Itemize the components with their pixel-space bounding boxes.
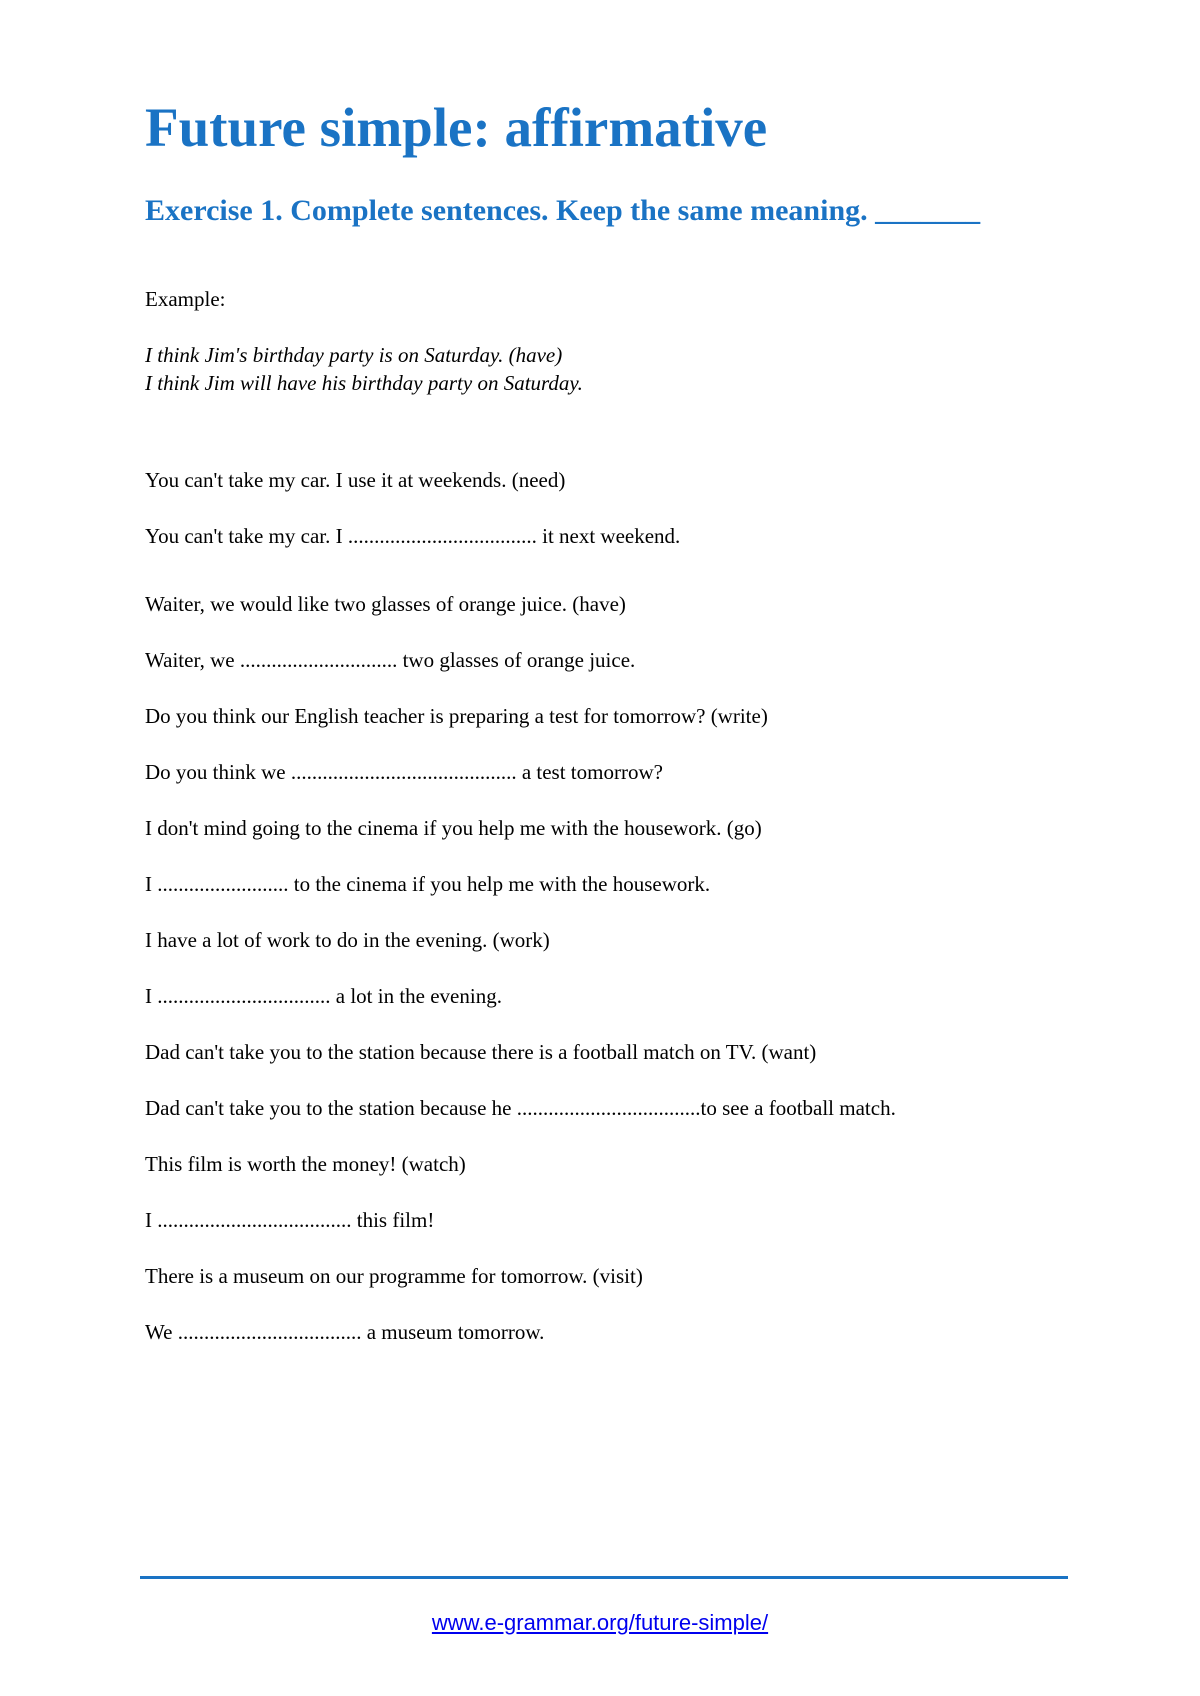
exercise-gap-3: Do you think we ........................................... a test tomorrow? (145, 760, 663, 784)
exercise-sentence-8: There is a museum on our programme for tomorrow. (visit) (145, 1264, 643, 1288)
exercise-gap-8: We ................................... a museum tomorrow. (145, 1320, 545, 1344)
exercise-sentence-7: This film is worth the money! (watch) (145, 1152, 466, 1176)
exercise-gap-1: You can't take my car. I .................................... it next weekend. (145, 524, 681, 548)
example-label: Example: (145, 287, 226, 311)
exercise-gap-2: Waiter, we .............................. two glasses of orange juice. (145, 648, 636, 672)
footer-link[interactable]: www.e-grammar.org/future-simple/ (431, 1610, 769, 1635)
page-title: Future simple: affirmative (145, 97, 768, 158)
exercise-gap-4: I ......................... to the cinema if you help me with the housework. (145, 872, 711, 896)
exercise-sentence-4: I don't mind going to the cinema if you help me with the housework. (go) (145, 816, 762, 840)
example-prompt: I think Jim's birthday party is on Saturday. (have) (145, 343, 563, 367)
example-answer: I think Jim will have his birthday party on Saturday. (145, 371, 583, 395)
exercise-gap-6: Dad can't take you to the station because he ...................................to see a football match. (145, 1096, 896, 1120)
exercise-sentence-6: Dad can't take you to the station because there is a football match on TV. (want) (145, 1040, 817, 1064)
exercise-gap-5: I ................................. a lot in the evening. (145, 984, 502, 1008)
exercise-sentence-2: Waiter, we would like two glasses of orange juice. (have) (145, 592, 626, 616)
exercise-sentence-5: I have a lot of work to do in the evening. (work) (145, 928, 550, 952)
exercise-heading: Exercise 1. Complete sentences. Keep the same meaning. _______ (145, 194, 981, 227)
exercise-sentence-1: You can't take my car. I use it at weekends. (need) (145, 468, 566, 492)
exercise-gap-7: I ..................................... this film! (145, 1208, 435, 1232)
exercise-sentence-3: Do you think our English teacher is preparing a test for tomorrow? (write) (145, 704, 768, 728)
footer-divider (140, 1576, 1068, 1579)
